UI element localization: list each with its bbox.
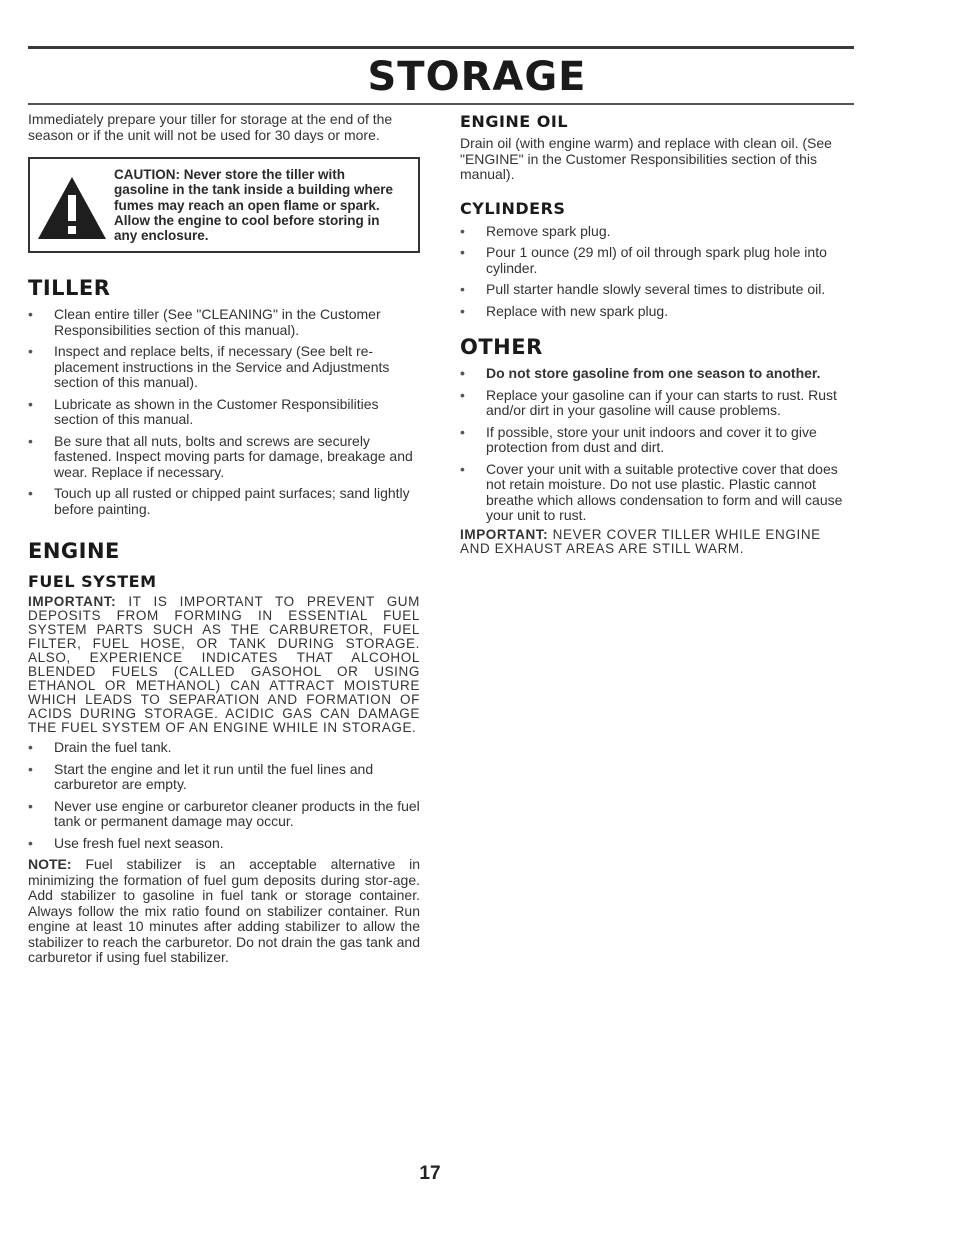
list-item: • Start the engine and let it run until the fuel lines and carburetor are empty. bbox=[28, 762, 420, 793]
note-label: NOTE: bbox=[28, 856, 72, 872]
list-item: • Touch up all rusted or chipped paint surfaces; sand lightly before painting. bbox=[28, 486, 420, 517]
cylinders-heading: CYLINDERS bbox=[460, 198, 566, 218]
important-text: NEVER COVER TILLER WHILE ENGINE AND EXHAUST AREAS ARE STILL WARM. bbox=[460, 526, 821, 556]
note-paragraph bbox=[28, 857, 420, 966]
important-label: IMPORTANT: bbox=[460, 526, 549, 542]
left-column bbox=[28, 112, 420, 966]
fuel-important-paragraph bbox=[28, 595, 420, 735]
important-text: IT IS IMPORTANT TO PREVENT GUM DEPOSITS FROM FORMING IN ESSENTIAL FUEL SYSTEM PARTS SUCH AS THE CARBURETOR, FUEL FILTER, FUEL HOSE, OR TANK DURING STORAGE. ALSO, EXPERIENCE INDICATES THAT ALCOHOL BLENDED FUELS (CALLED GASOHOL OR USING ETHANOL OR METHANOL) CAN ATTRACT MOISTURE WHICH LEADS TO SEPARATION AND FORMATION OF ACIDS DURING STORAGE. ACIDIC GAS CAN DAMAGE THE FUEL SYSTEM OF AN ENGINE WHILE IN STORAGE. bbox=[28, 594, 421, 735]
list-item: • Cover your unit with a suitable protective cover that does not retain moisture. Do not use plastic. Plastic cannot breathe which allows condensation to form and will cause your unit to rust. bbox=[460, 462, 852, 524]
page-number: 17 bbox=[419, 1163, 441, 1184]
list-item: • Remove spark plug. bbox=[460, 224, 852, 240]
engine-heading: ENGINE bbox=[28, 539, 120, 563]
tiller-heading: TILLER bbox=[28, 276, 111, 300]
list-item: • Drain the fuel tank. bbox=[28, 740, 420, 756]
right-column bbox=[460, 112, 852, 556]
page-title: STORAGE bbox=[367, 54, 587, 100]
list-item: • Inspect and replace belts, if necessary (See belt re-placement instructions in the Service and Adjustments section of this manual). bbox=[28, 344, 420, 391]
caution-box bbox=[28, 157, 420, 253]
list-item: • Lubricate as shown in the Customer Responsibilities section of this manual. bbox=[28, 397, 420, 428]
caution-text: CAUTION: Never store the tiller with gasoline in the tank inside a building where fumes may reach an open flame or spark. Allow the engine to cool before storing in any enclosure. bbox=[114, 167, 394, 244]
note-text: Fuel stabilizer is an acceptable alternative in minimizing the formation of fuel gum deposits during stor-age. Add stabilizer to gasoline in fuel tank or storage container. Always follow the mix ratio found on stabilizer container. Run engine at least 10 minutes after adding stabilizer to allow the stabilizer to reach the carburetor. Do not drain the gas tank and carburetor if using fuel stabilizer. bbox=[28, 856, 421, 965]
cylinders-list bbox=[460, 224, 852, 320]
other-heading: OTHER bbox=[460, 335, 543, 359]
warning-triangle-icon bbox=[36, 173, 108, 243]
list-item: • Clean entire tiller (See "CLEANING" in the Customer Responsibilities section of this manual). bbox=[28, 307, 420, 338]
list-item: • Use fresh fuel next season. bbox=[28, 836, 420, 852]
list-item: • If possible, store your unit indoors and cover it to give protection from dust and dirt. bbox=[460, 425, 852, 456]
engine-oil-heading: ENGINE OIL bbox=[460, 112, 569, 131]
list-item: • Replace your gasoline can if your can starts to rust. Rust and/or dirt in your gasoline will cause problems. bbox=[460, 388, 852, 419]
list-item: • Pull starter handle slowly several times to distribute oil. bbox=[460, 282, 852, 298]
title-underline bbox=[28, 103, 854, 105]
top-rule bbox=[28, 46, 854, 49]
important-label: IMPORTANT: bbox=[28, 594, 117, 609]
list-item: • Replace with new spark plug. bbox=[460, 304, 852, 320]
list-item: • Pour 1 ounce (29 ml) of oil through spark plug hole into cylinder. bbox=[460, 245, 852, 276]
list-item: • Never use engine or carburetor cleaner products in the fuel tank or permanent damage may occur. bbox=[28, 799, 420, 830]
other-list bbox=[460, 366, 852, 524]
tiller-list bbox=[28, 307, 420, 517]
other-important-paragraph bbox=[460, 528, 852, 556]
fuel-system-list bbox=[28, 740, 420, 851]
list-item: • Be sure that all nuts, bolts and screws are securely fastened. Inspect moving parts for damage, breakage and wear. Replace if necessary. bbox=[28, 434, 420, 481]
list-item: • Do not store gasoline from one season to another. bbox=[460, 366, 852, 382]
engine-oil-text: Drain oil (with engine warm) and replace with clean oil. (See "ENGINE" in the Customer Responsibilities section of this manual). bbox=[460, 135, 832, 182]
fuel-system-heading: FUEL SYSTEM bbox=[28, 572, 157, 591]
intro-paragraph: Immediately prepare your tiller for storage at the end of the season or if the unit will not be used for 30 days or more. bbox=[28, 111, 393, 143]
